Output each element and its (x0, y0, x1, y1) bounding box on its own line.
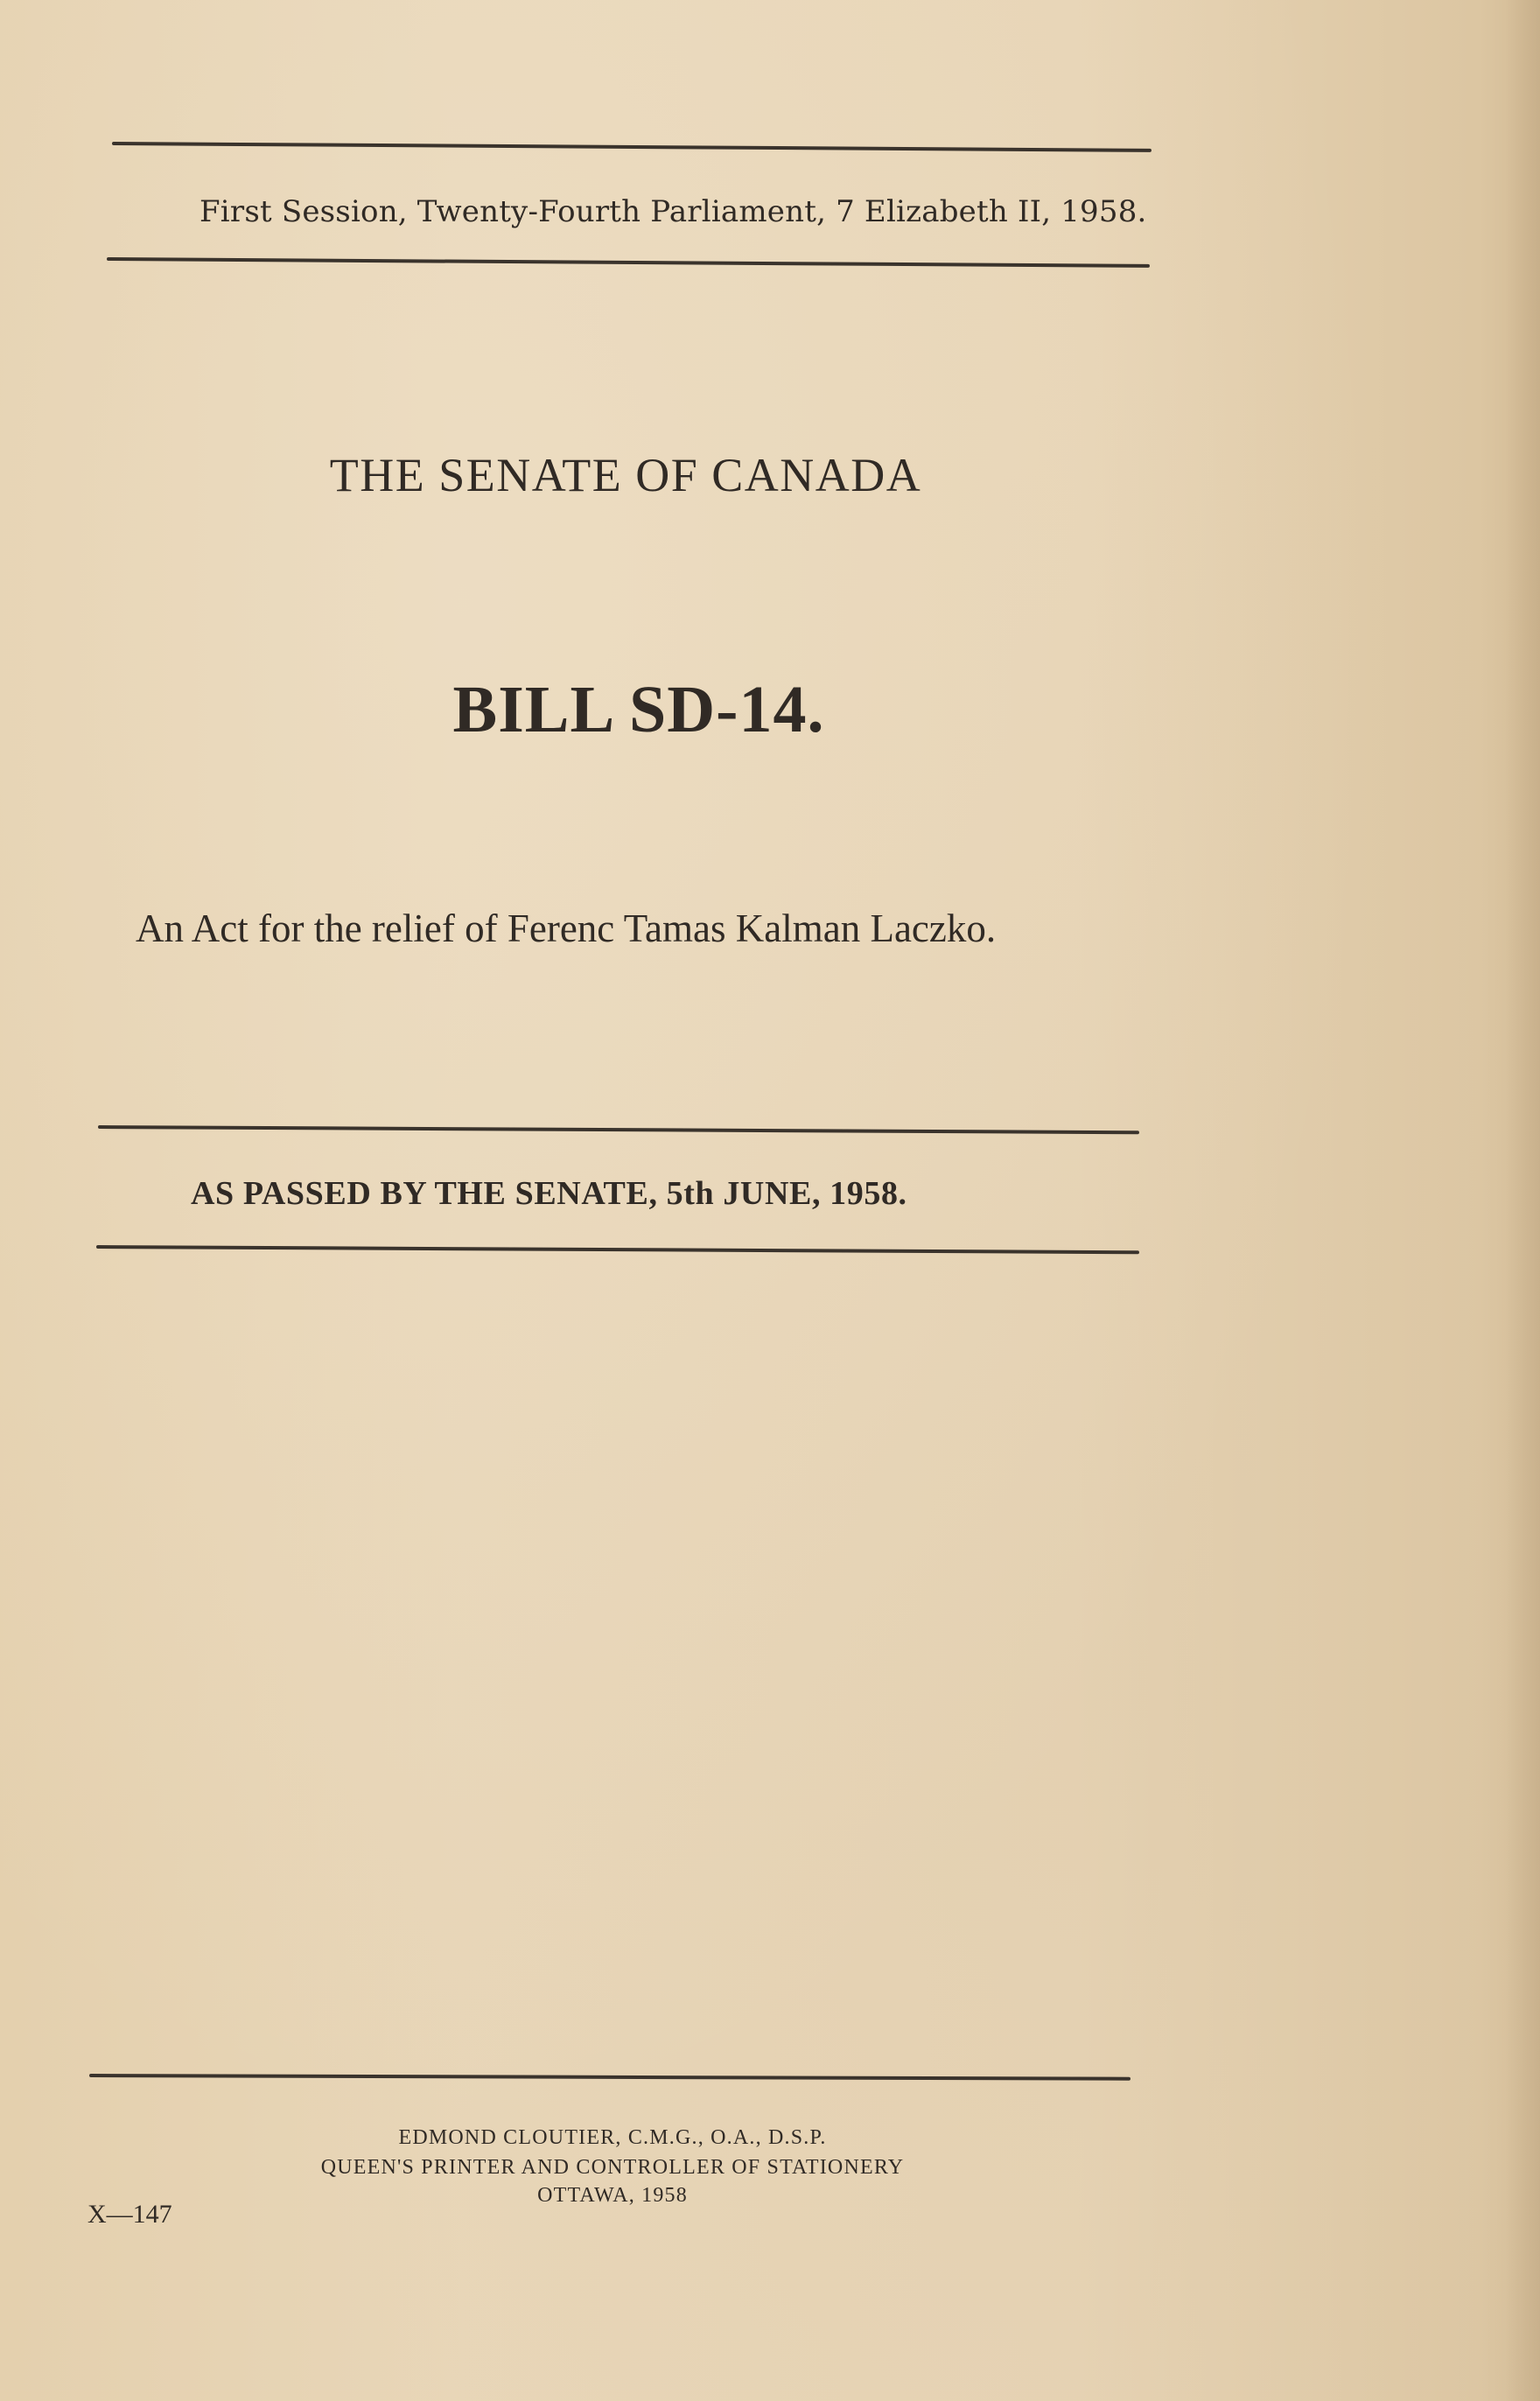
printer-name: EDMOND CLOUTIER, C.M.G., O.A., D.S.P. (398, 2126, 827, 2149)
passed-status-line: AS PASSED BY THE SENATE, 5th JUNE, 1958. (191, 1175, 907, 1212)
bill-number: BILL SD-14. (452, 673, 825, 746)
top-rule-upper (112, 142, 1152, 152)
status-rule-upper (98, 1125, 1139, 1134)
session-line: First Session, Twenty-Fourth Parliament, 7 Elizabeth II, 1958. (200, 194, 1147, 229)
document-code: X—147 (88, 2200, 172, 2229)
page-edge-shadow (1505, 0, 1540, 2401)
act-description: An Act for the relief of Ferenc Tamas Kalman Laczko. (136, 906, 997, 950)
printer-title: QUEEN'S PRINTER AND CONTROLLER OF STATIONERY (320, 2156, 905, 2179)
imprint-rule (89, 2074, 1130, 2081)
imprint-place-year: OTTAWA, 1958 (537, 2184, 688, 2207)
institution-title: THE SENATE OF CANADA (329, 449, 922, 501)
status-rule-lower (96, 1245, 1139, 1254)
top-rule-lower (107, 257, 1150, 268)
